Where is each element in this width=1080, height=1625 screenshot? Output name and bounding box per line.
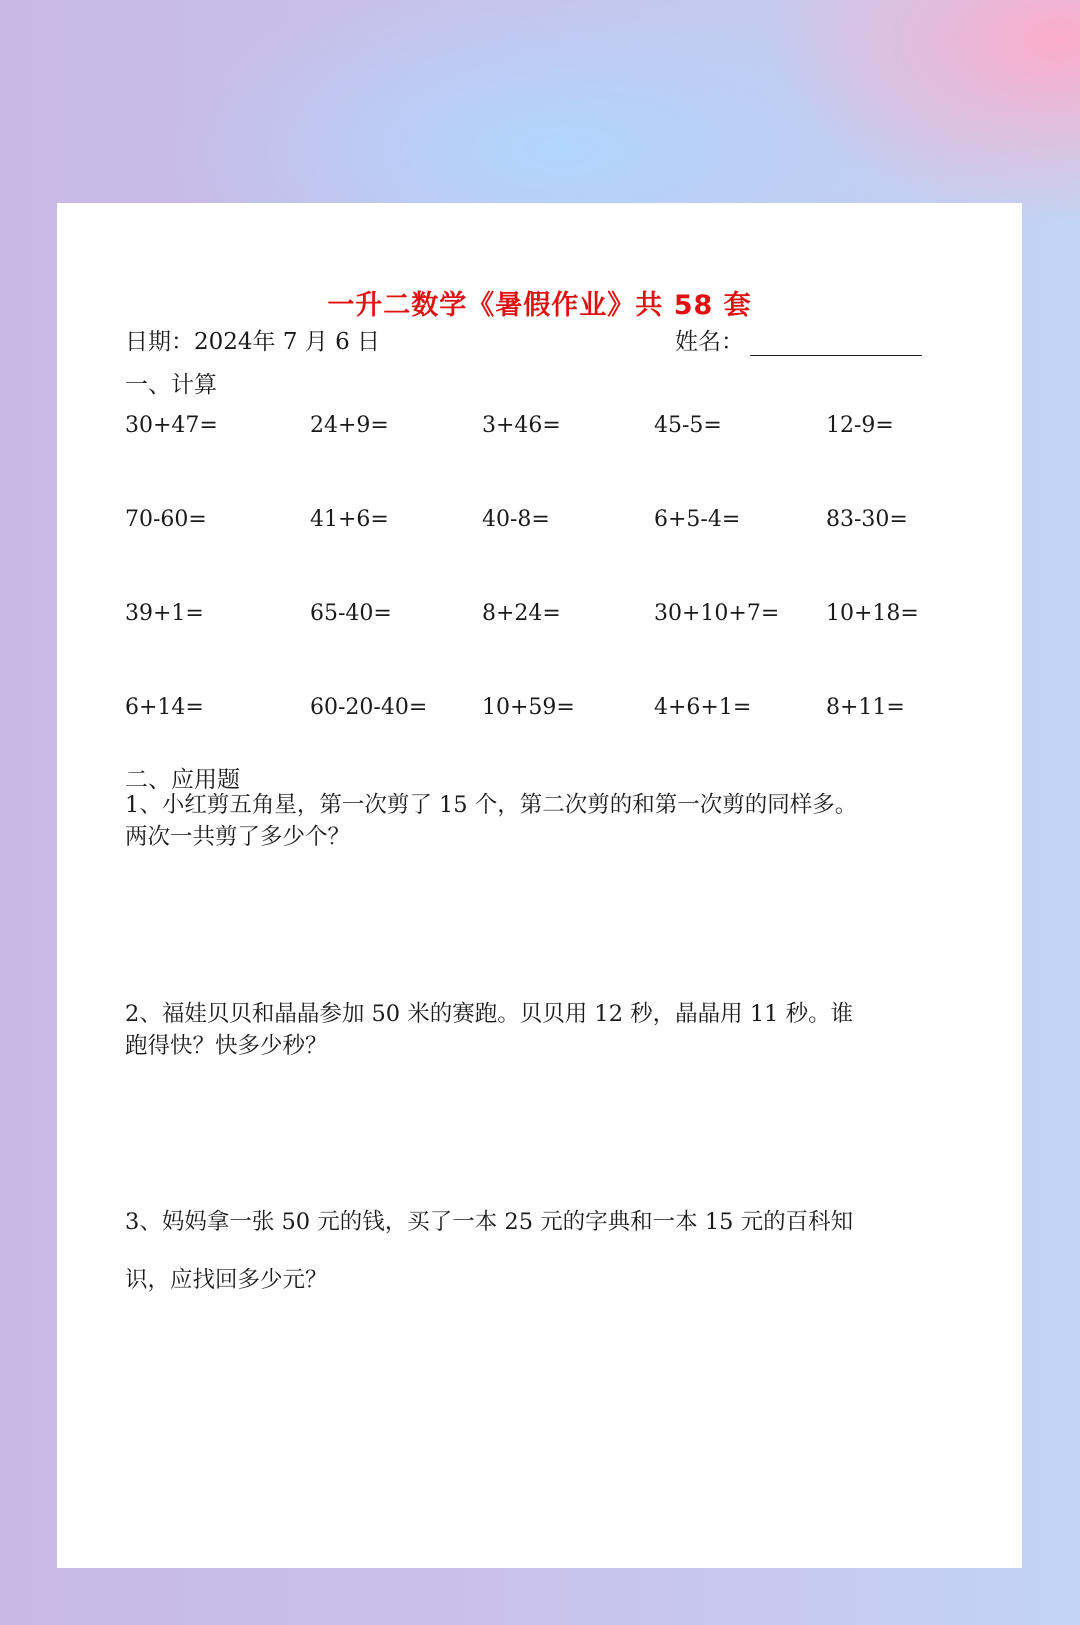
calc-grid xyxy=(125,413,985,789)
calc-item: 6+5-4= xyxy=(654,507,741,532)
calc-item: 24+9= xyxy=(310,413,389,438)
word-problem-1 xyxy=(125,789,1025,853)
calc-item: 8+24= xyxy=(482,601,561,626)
problem-line: 3、妈妈拿一张 50 元的钱，买了一本 25 元的字典和一本 15 元的百科知 xyxy=(125,1209,854,1235)
problem-line: 两次一共剪了多少个？ xyxy=(125,824,351,850)
calc-row xyxy=(125,695,985,789)
calc-row xyxy=(125,413,985,507)
calc-item: 12-9= xyxy=(826,413,894,438)
calc-item: 30+10+7= xyxy=(654,601,780,626)
calc-item: 10+59= xyxy=(482,695,575,720)
section-calc-heading: 一、计算 xyxy=(125,372,217,398)
problem-line: 识，应找回多少元？ xyxy=(125,1267,328,1293)
problem-line: 1、小红剪五角星，第一次剪了 15 个，第二次剪的和第一次剪的同样多。 xyxy=(125,792,858,818)
section-word-problems-heading: 二、应用题 xyxy=(125,767,240,793)
word-problem-2 xyxy=(125,998,1025,1062)
worksheet-page xyxy=(57,203,1022,1568)
calc-item: 8+11= xyxy=(826,695,905,720)
name-label: 姓名： xyxy=(675,329,744,355)
name-field xyxy=(675,323,922,356)
calc-item: 40-8= xyxy=(482,507,550,532)
problem-line: 跑得快？快多少秒？ xyxy=(125,1033,328,1059)
calc-item: 6+14= xyxy=(125,695,204,720)
calc-item: 65-40= xyxy=(310,601,392,626)
calc-item: 30+47= xyxy=(125,413,218,438)
calc-item: 4+6+1= xyxy=(654,695,752,720)
calc-row xyxy=(125,507,985,601)
calc-item: 70-60= xyxy=(125,507,207,532)
problem-line: 2、福娃贝贝和晶晶参加 50 米的赛跑。贝贝用 12 秒，晶晶用 11 秒。谁 xyxy=(125,1001,854,1027)
word-problem-3 xyxy=(125,1193,1025,1309)
name-blank-line[interactable] xyxy=(750,329,922,356)
date-label: 日期：2024年 7 月 6 日 xyxy=(125,329,381,355)
calc-row xyxy=(125,601,985,695)
calc-item: 41+6= xyxy=(310,507,389,532)
calc-item: 10+18= xyxy=(826,601,919,626)
calc-item: 83-30= xyxy=(826,507,908,532)
calc-item: 39+1= xyxy=(125,601,204,626)
calc-item: 45-5= xyxy=(654,413,722,438)
worksheet-title: 一升二数学《暑假作业》共 58 套 xyxy=(327,290,752,321)
calc-item: 3+46= xyxy=(482,413,561,438)
calc-item: 60-20-40= xyxy=(310,695,428,720)
